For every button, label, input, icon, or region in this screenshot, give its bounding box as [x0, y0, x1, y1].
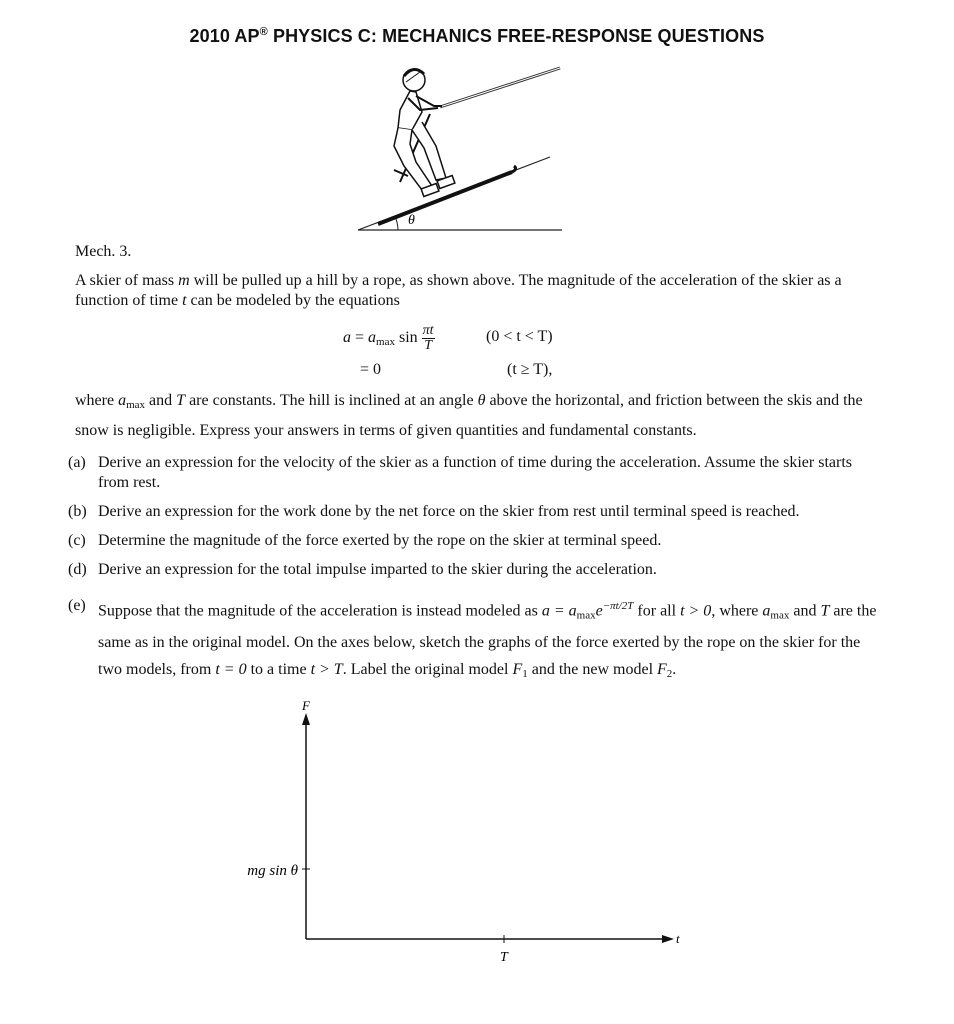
- equation-fraction: $\frac{\pi t}{T}$: [422, 323, 434, 353]
- question-intro: A skier of mass m will be pulled up a hill by a rope, as shown above. The magnitude of the acceleration of the skier as a function of time t can be modeled by the equations: [75, 272, 842, 309]
- y-axis-arrow: [302, 713, 310, 725]
- equation-2-condition: (t ≥ T),: [507, 361, 553, 378]
- answer-graph[interactable]: [230, 695, 690, 970]
- registered-mark: ®: [259, 26, 268, 38]
- header-title-post: PHYSICS C: MECHANICS FREE-RESPONSE QUESTIONS: [267, 26, 765, 46]
- x-tick-label: T: [500, 950, 508, 965]
- part-e: (e) Suppose that the magnitude of the acceleration is instead modeled as $a = a_{max}e^{-\pi t/2T}$ for all t > 0, where $a_{max}$ and T are the same as in the original model. On the axes below, sketch the graphs of the force exerted by the rope on the skier for the two models, from t = 0 to a time t > T. Label the original model $F_1$ and the new model $F_2$.: [68, 597, 877, 681]
- angle-label: θ: [408, 213, 415, 228]
- question-label: Mech. 3.: [75, 243, 132, 260]
- x-axis-arrow: [662, 935, 674, 943]
- skier-figure: [350, 62, 570, 237]
- equation-1-condition: (0 < t < T): [486, 328, 553, 345]
- equation-2: = 0: [360, 361, 382, 378]
- part-c: (c) Determine the magnitude of the force exerted by the rope on the skier at terminal speed.: [68, 532, 662, 549]
- header-title-pre: 2010 AP: [189, 26, 260, 46]
- y-tick-label: mg sin θ: [247, 863, 298, 879]
- x-axis-label: t: [676, 931, 680, 946]
- part-d: (d) Derive an expression for the total impulse imparted to the skier during the acceleration.: [68, 561, 657, 578]
- page-header: [0, 26, 954, 47]
- equation-1: $a = a_{max}$ sin $\frac{\pi t}{T}$: [343, 323, 434, 353]
- part-a: (a) Derive an expression for the velocity of the skier as a function of time during the acceleration. Assume the skier starts from rest.: [68, 454, 852, 491]
- part-b: (b) Derive an expression for the work done by the net force on the skier from rest until terminal speed is reached.: [68, 503, 800, 520]
- y-axis-label: F: [302, 698, 310, 713]
- question-where: where $a_{max}$ and T are constants. The hill is inclined at an angle θ above the horizontal, and friction between the skis and the snow is negligible. Express your answers in terms of given quantities and fundamental constants.: [75, 392, 863, 439]
